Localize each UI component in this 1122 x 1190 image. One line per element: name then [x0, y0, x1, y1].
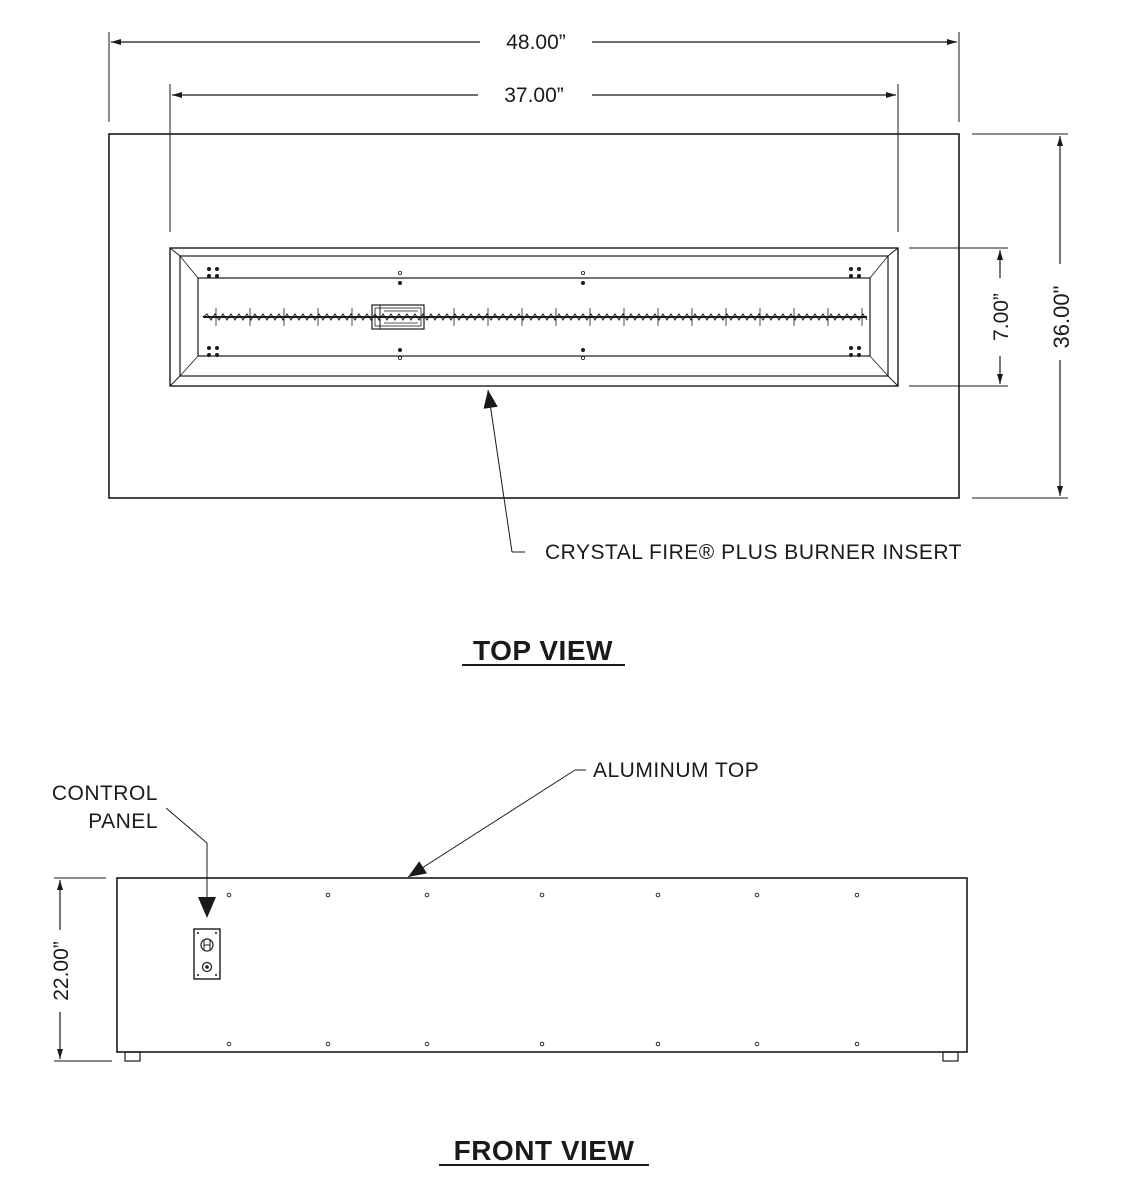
body-rivets [227, 893, 859, 1046]
fire-table-body [117, 878, 967, 1052]
callout-burner-insert [488, 390, 962, 564]
dimension-height [50, 878, 112, 1061]
front-view-title: FRONT VIEW [453, 1135, 635, 1166]
callout-insert-label: CRYSTAL FIRE® PLUS BURNER INSERT [545, 541, 962, 564]
dimension-overall-depth [972, 134, 1074, 498]
callout-aluminum-top-label: ALUMINUM TOP [593, 759, 760, 782]
front-view [50, 759, 967, 1166]
foot-left [125, 1052, 140, 1061]
control-panel [194, 929, 220, 979]
igniter-button-icon [203, 963, 212, 972]
dim-label-7: 7.00” [990, 293, 1013, 341]
dim-label-22: 22.00” [50, 941, 73, 1001]
insert-screws [207, 267, 861, 360]
dimension-overall-width [109, 31, 959, 122]
dim-label-48: 48.00” [506, 31, 566, 54]
dimension-insert-width [170, 84, 898, 232]
top-view-title: TOP VIEW [473, 635, 613, 666]
callout-panel-label-line2: PANEL [88, 810, 158, 833]
burner-insert [170, 248, 898, 386]
dimension-insert-depth [909, 248, 1013, 386]
control-panel-arrowhead [198, 897, 216, 918]
callout-aluminum-top [408, 759, 759, 877]
top-view [109, 31, 1074, 666]
callout-panel-label-line1: CONTROL [51, 782, 158, 805]
callout-control-panel [52, 782, 216, 918]
dim-label-36: 36.00" [1049, 285, 1074, 349]
control-knob-icon [201, 939, 213, 951]
foot-right [943, 1052, 958, 1061]
dim-label-37: 37.00” [504, 84, 564, 107]
